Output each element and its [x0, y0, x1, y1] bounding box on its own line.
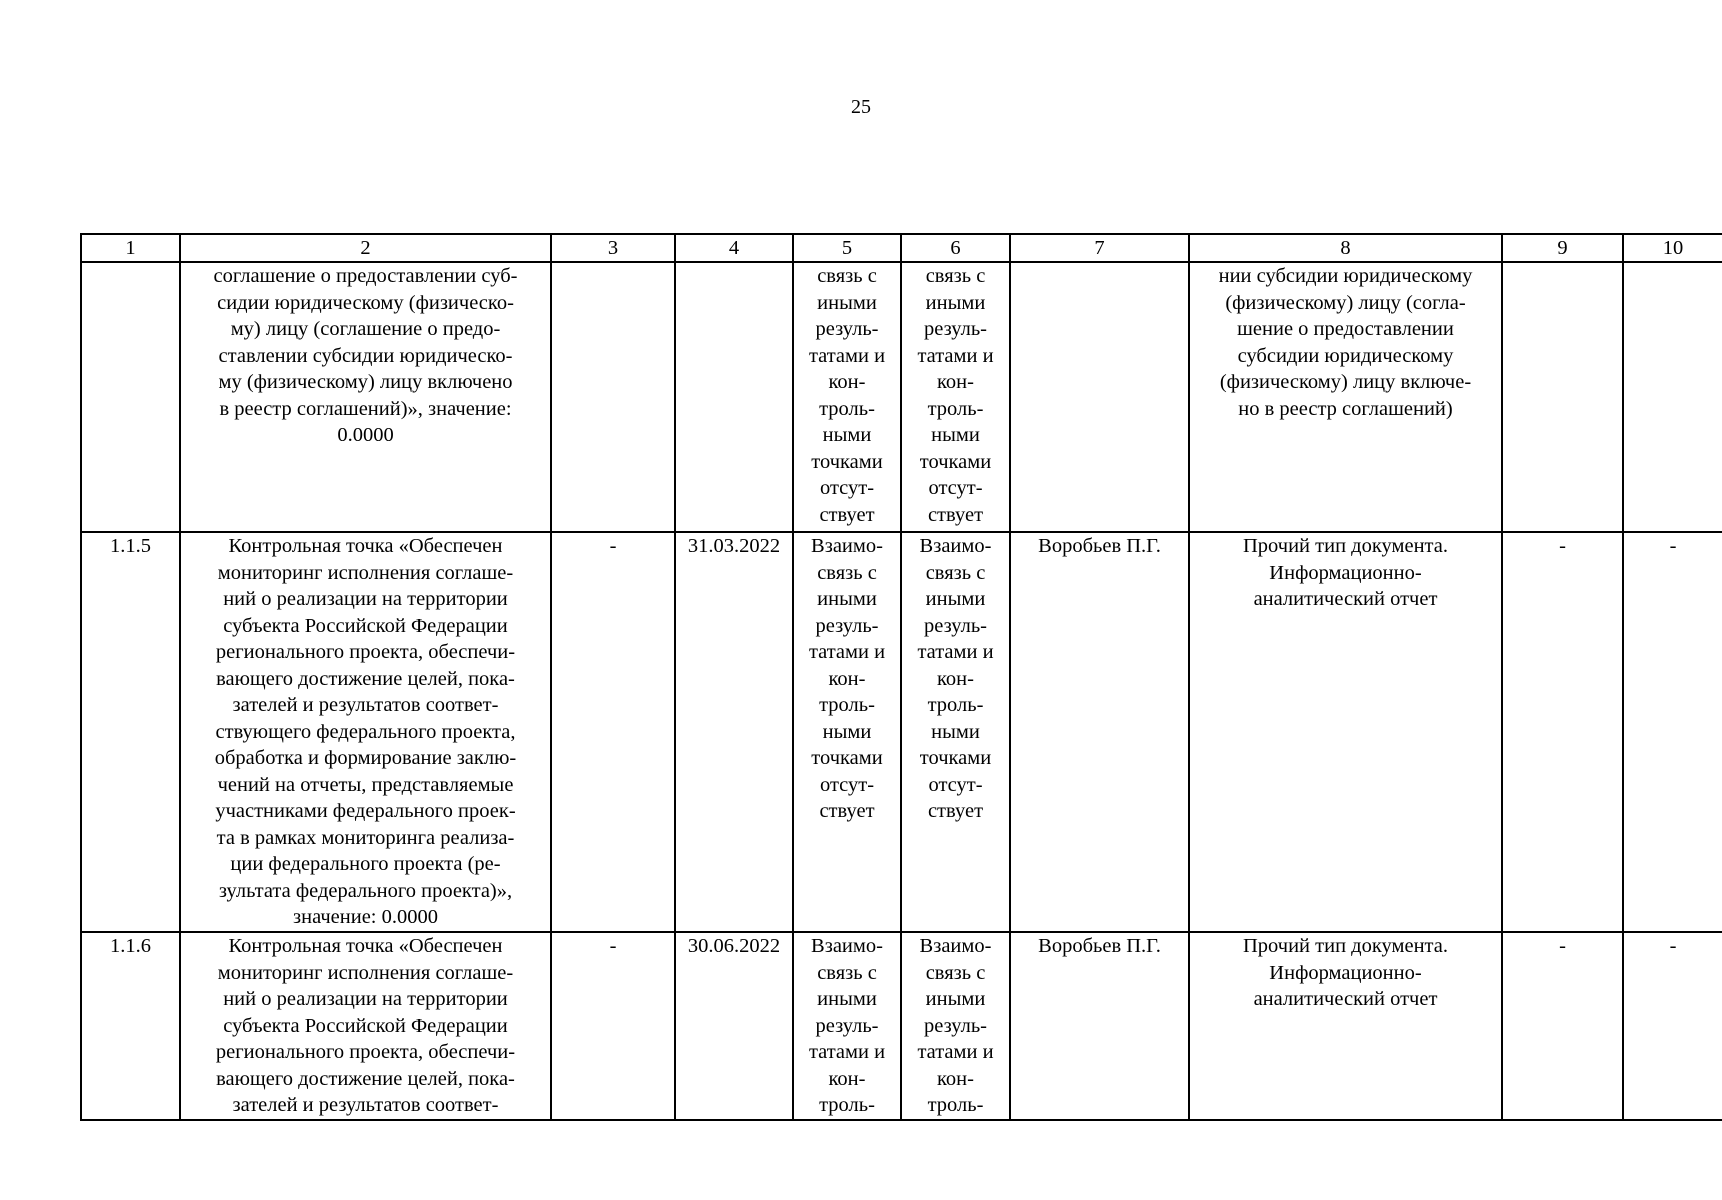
column-header: 8 — [1189, 234, 1502, 262]
document-cell: Прочий тип документа. Информационно- аналитический отчет — [1189, 532, 1502, 932]
date-cell: 30.06.2022 — [675, 932, 793, 1120]
col5-cell: Взаимо- связь с иными резуль- татами и кон- троль- ными точками отсут- ствует — [793, 532, 901, 932]
control-points-table — [80, 233, 1722, 1121]
col5-cell: связь с иными резуль- татами и кон- троль- ными точками отсут- ствует — [793, 262, 901, 532]
column-header: 7 — [1010, 234, 1189, 262]
table-header-row — [81, 234, 1722, 262]
row-number-cell: 1.1.5 — [81, 532, 180, 932]
document-cell: нии субсидии юридическому (физическому) лицу (согла- шение о предоставлении субсидии юридическому (физическому) лицу включе- но в реестр соглашений) — [1189, 262, 1502, 532]
responsible-cell — [1010, 262, 1189, 532]
date-cell: 31.03.2022 — [675, 532, 793, 932]
column-header: 10 — [1623, 234, 1722, 262]
col6-cell: Взаимо- связь с иными резуль- татами и кон- троль- ными точками отсут- ствует — [901, 532, 1010, 932]
name-cell: Контрольная точка «Обеспечен мониторинг исполнения соглаше- ний о реализации на территории субъекта Российской Федерации регионального проекта, обеспечи- вающего достижение целей, пока- зателей и результатов соответ- ствующего федерального проекта, обработка и формирование заклю- чений на отчеты, представляемые участниками федерального проек- та в рамках мониторинга реализа- ции федерального проекта (ре- зультата федерального проекта)», значение: 0.0000 — [180, 532, 551, 932]
column-header: 6 — [901, 234, 1010, 262]
name-cell: Контрольная точка «Обеспечен мониторинг исполнения соглаше- ний о реализации на территории субъекта Российской Федерации регионального проекта, обеспечи- вающего достижение целей, пока- зателей и результатов соответ- — [180, 932, 551, 1120]
column-header: 5 — [793, 234, 901, 262]
col10-cell — [1623, 262, 1722, 532]
col5-cell: Взаимо- связь с иными резуль- татами и кон- троль- — [793, 932, 901, 1120]
column-header: 1 — [81, 234, 180, 262]
col3-cell: - — [551, 532, 675, 932]
table-row — [81, 262, 1722, 532]
column-header: 4 — [675, 234, 793, 262]
column-header: 3 — [551, 234, 675, 262]
col9-cell: - — [1502, 532, 1623, 932]
row-number-cell: 1.1.6 — [81, 932, 180, 1120]
col10-cell: - — [1623, 932, 1722, 1120]
date-cell — [675, 262, 793, 532]
col10-cell: - — [1623, 532, 1722, 932]
col9-cell — [1502, 262, 1623, 532]
col6-cell: связь с иными резуль- татами и кон- троль- ными точками отсут- ствует — [901, 262, 1010, 532]
col9-cell: - — [1502, 932, 1623, 1120]
col6-cell: Взаимо- связь с иными резуль- татами и кон- троль- — [901, 932, 1010, 1120]
document-cell: Прочий тип документа. Информационно- аналитический отчет — [1189, 932, 1502, 1120]
column-header: 9 — [1502, 234, 1623, 262]
col3-cell: - — [551, 932, 675, 1120]
table-row — [81, 532, 1722, 932]
name-cell: соглашение о предоставлении суб- сидии юридическому (физическо- му) лицу (соглашение о предо- ставлении субсидии юридическо- му (физическому) лицу включено в реестр соглашений)», значение: 0.0000 — [180, 262, 551, 532]
page-number: 25 — [851, 96, 871, 118]
responsible-cell: Воробьев П.Г. — [1010, 932, 1189, 1120]
row-number-cell — [81, 262, 180, 532]
col3-cell — [551, 262, 675, 532]
table-row — [81, 932, 1722, 1120]
responsible-cell: Воробьев П.Г. — [1010, 532, 1189, 932]
column-header: 2 — [180, 234, 551, 262]
